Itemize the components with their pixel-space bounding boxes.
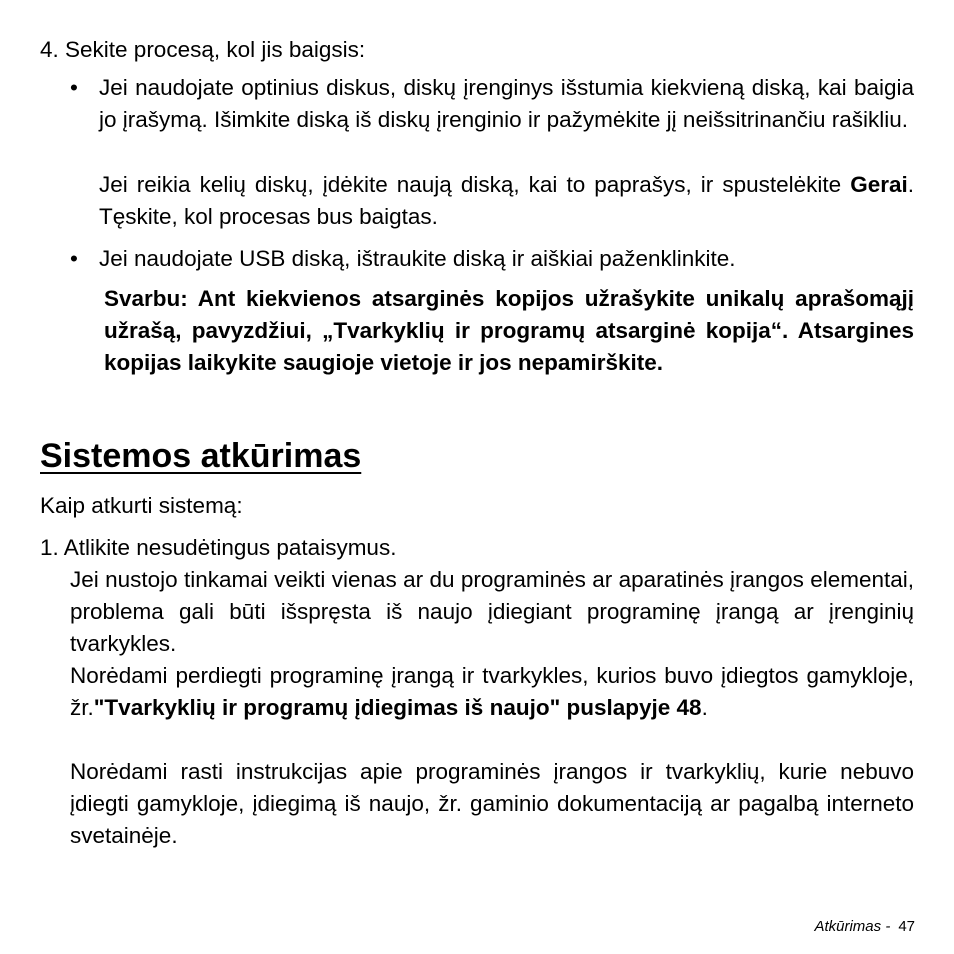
bullet-optical-discs: Jei naudojate optinius diskus, diskų įrenginys išstumia kiekvieną diską, kai baigia jo įrašymą. Išimkite diską iš diskų įrenginio ir pažymėkite jį neišsitrinančiu rašikliu. (99, 75, 914, 132)
text-span: . Tęskite, kol procesas bus baigtas. (99, 172, 914, 229)
page-footer (814, 916, 915, 938)
step-1-paragraph-3: Norėdami rasti instrukcijas apie programinės įrangos ir tvarkyklių, kurie nebuvo įdiegti gamykloje, įdiegimą iš naujo, žr. gaminio dokumentaciją ar pagalbą interneto svetainėje. (70, 759, 914, 848)
section-intro: Kaip atkurti sistemą: (40, 493, 243, 518)
text-span: Jei reikia kelių diskų, įdėkite naują diską, kai to paprašys, ir spustelėkite (99, 172, 851, 197)
important-note: Svarbu: Ant kiekvienos atsarginės kopijos užrašykite unikalų aprašomąjį užrašą, pavyzdžiui, „Tvarkyklių ir programų atsarginė kopija“. Atsargines kopijas laikykite saugioje vietoje ir jos nepamirškite. (104, 286, 914, 375)
text-span: Norėdami perdiegti programinę įrangą ir tvarkykles, kurios buvo įdiegtos gamykloje, žr. (70, 663, 914, 720)
cross-reference-link[interactable]: "Tvarkyklių ir programų įdiegimas iš naujo" puslapyje 48 (93, 695, 702, 720)
step-4-label: 4. Sekite procesą, kol jis baigsis: (40, 37, 366, 62)
gerai-button-reference: Gerai (850, 172, 908, 197)
footer-chapter: Atkūrimas - (814, 918, 891, 935)
bullet-marker: • (70, 75, 78, 100)
bullet-optical-discs-continued (99, 169, 914, 233)
section-heading: Sistemos atkūrimas (40, 437, 362, 475)
bullet-marker: • (70, 246, 78, 271)
step-1-paragraph-1: Jei nustojo tinkamai veikti vienas ar du programinės ar aparatinės įrangos elementai, problema gali būti išspręsta iš naujo įdiegiant programinę įrangą ar įrenginių tvarkykles. (70, 567, 914, 656)
step-1-paragraph-2 (70, 660, 914, 724)
step-1-label: 1. Atlikite nesudėtingus pataisymus. (40, 535, 397, 560)
text-span: . (701, 695, 708, 720)
bullet-usb-disk: Jei naudojate USB diską, ištraukite diską ir aiškiai paženklinkite. (99, 246, 736, 271)
page-number: 47 (898, 918, 915, 935)
